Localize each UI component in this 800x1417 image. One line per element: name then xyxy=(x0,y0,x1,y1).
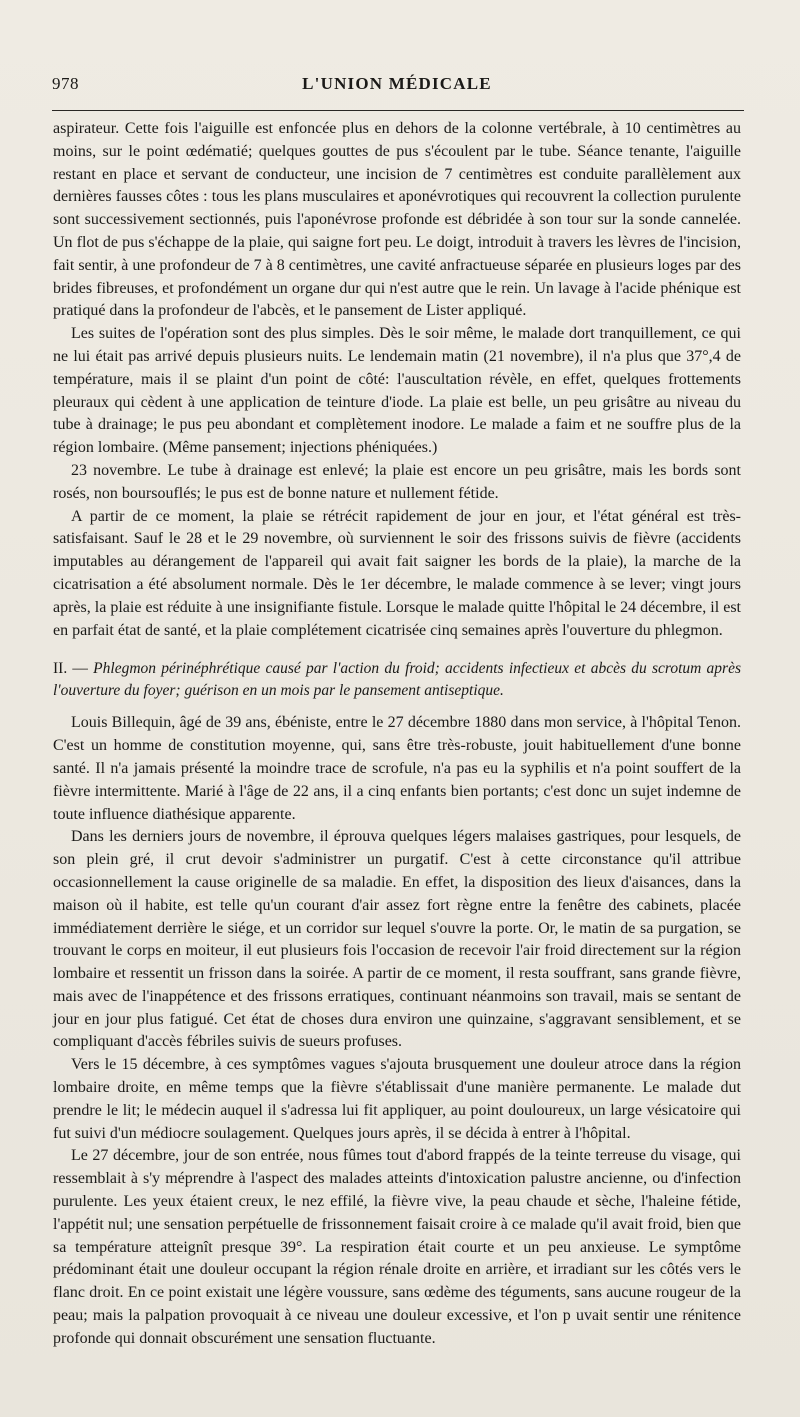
paragraph: aspirateur. Cette fois l'aiguille est enfoncée plus en dehors de la colonne vertébrale, à 10 centimètres au moins, sur le point œdématié; quelques gouttes de pus s'écoulent par le tube. Séance tenante, l'aiguille restant en place et servant de conducteur, une incision de 7 centimètres est conduite parallèlement aux dernières fausses côtes : tous les plans musculaires et aponévrotiques qui recouvrent la collection purulente sont successivement sectionnés, puis l'aponévrose profonde est débridée à son tour sur la sonde cannelée. Un flot de pus s'échappe de la plaie, qui saigne fort peu. Le doigt, introduit à travers les lèvres de l'incision, fait sentir, à une profondeur de 7 à 8 centimètres, une cavité anfractueuse séparée en plusieurs loges par des brides fibreuses, et profondément un organe dur qui n'est autre que le rein. Un lavage à l'acide phénique est pratiqué dans la profondeur de l'abcès, et le pansement de Lister appliqué. xyxy=(53,120,741,320)
journal-title: L'UNION MÉDICALE xyxy=(302,74,492,93)
paragraph: Dans les derniers jours de novembre, il éprouva quelques légers malaises gastriques, pour lesquels, de son plein gré, il crut devoir s'administrer un purgatif. C'est à cette circonstance qu'il attribue occasionnellement la cause originelle de sa maladie. En effet, la disposition des lieux d'aisances, dans la maison où il habite, est telle qu'un courant d'air assez fort règne entre la fenêtre des cabinets, placée immédiatement derrière le siége, et un corridor sur lequel s'ouvre la porte. Or, le matin de sa purgation, se trouvant le corps en moiteur, il eut plusieurs fois l'occasion de recevoir l'air froid directement sur la région lombaire et ressentit un frisson dans la soirée. A partir de ce moment, il resta souffrant, sans grande fièvre, mais avec de l'inappétence et des frissons erratiques, continuant néanmoins son travail, mais se sentant de jour en jour plus fatigué. Cet état de choses dura environ une quinzaine, s'aggravant sensiblement, et se compliquant d'accès fébriles suivis de sueurs profuses. xyxy=(53,828,741,1051)
page-number: 978 xyxy=(52,74,79,93)
section-title: Phlegmon périnéphrétique causé par l'action du froid; accidents infectieux et abcès du scrotum après l'ouverture du foyer; guérison en un mois par le pansement antiseptique. xyxy=(53,660,741,700)
article-body xyxy=(53,118,741,1351)
page-header xyxy=(52,68,742,100)
section-heading xyxy=(53,658,741,702)
paragraph: Louis Billequin, âgé de 39 ans, ébéniste, entre le 27 décembre 1880 dans mon service, à l'hôpital Tenon. C'est un homme de constitution moyenne, qui, sans être très-robuste, jouit habituellement d'une bonne santé. Il n'a jamais présenté la moindre trace de scrofule, n'a pas eu la syphilis et n'a point souffert de la fièvre intermittente. Marié à l'âge de 22 ans, il a cinq enfants bien portants; c'est donc un sujet indemne de toute influence diathésique apparente. xyxy=(53,714,741,823)
paragraph: Le 27 décembre, jour de son entrée, nous fûmes tout d'abord frappés de la teinte terreuse du visage, qui ressemblait à s'y méprendre à l'aspect des malades atteints d'intoxication palustre ancienne, ou d'infection purulente. Les yeux étaient creux, le nez effilé, la fièvre vive, la peau chaude et sèche, l'haleine fétide, l'appétit nul; une sensation perpétuelle de frissonnement faisait croire à ce malade qu'il avait froid, bien que sa température atteignît presque 39°. La respiration était courte et un peu anxieuse. Le symptôme prédominant était une douleur occupant la région rénale droite en arrière, et irradiant sur les côtés vers le flanc droit. En ce point existait une légère voussure, sans œdème des téguments, sans aucune rougeur de la peau; mais la palpation provoquait à ce niveau une douleur excessive, et l'on p uvait sentir une rénitence profonde qui donnait obscurément une sensation fluctuante. xyxy=(53,1147,741,1347)
paragraph: 23 novembre. Le tube à drainage est enlevé; la plaie est encore un peu grisâtre, mais les bords sont rosés, non boursouflés; le pus est de bonne nature et nullement fétide. xyxy=(53,461,741,502)
section-number: II. — xyxy=(53,660,88,678)
paragraph: Vers le 15 décembre, à ces symptômes vagues s'ajouta brusquement une douleur atroce dans la région lombaire droite, en même temps que la fièvre s'établissait d'une manière permanente. Le malade dut prendre le lit; le médecin auquel il s'adressa lui fit appliquer, au point douloureux, un large vésicatoire qui fut suivi d'un médiocre soulagement. Quelques jours après, il se décida à entrer à l'hôpital. xyxy=(53,1056,741,1142)
header-rule xyxy=(52,110,744,111)
paragraph: A partir de ce moment, la plaie se rétrécit rapidement de jour en jour, et l'état général est très-satisfaisant. Sauf le 28 et le 29 novembre, où surviennent le soir des frissons suivis de fièvre (accidents imputables au dérangement de l'appareil qui avait fait saigner les bords de la plaie), la marche de la cicatrisation a été absolument normale. Dès le 1er décembre, le malade commence à se lever; vingt jours après, la plaie est réduite à une insignifiante fistule. Lorsque le malade quitte l'hôpital le 24 décembre, il est en parfait état de santé, et la plaie complétement cicatrisée cinq semaines après l'ouverture du phlegmon. xyxy=(53,507,741,639)
paragraph: Les suites de l'opération sont des plus simples. Dès le soir même, le malade dort tranquillement, ce qui ne lui était pas arrivé depuis plusieurs nuits. Le lendemain matin (21 novembre), il n'a plus que 37°,4 de température, mais il se plaint d'un point de côté: l'auscultation révèle, en effet, quelques frottements pleuraux qui cèdent à une application de teinture d'iode. La plaie est belle, un peu grisâtre au niveau du tube à drainage; le pus peu abondant et complètement inodore. Le malade a faim et ne souffre plus de la région lombaire. (Même pansement; injections phéniquées.) xyxy=(53,325,741,457)
